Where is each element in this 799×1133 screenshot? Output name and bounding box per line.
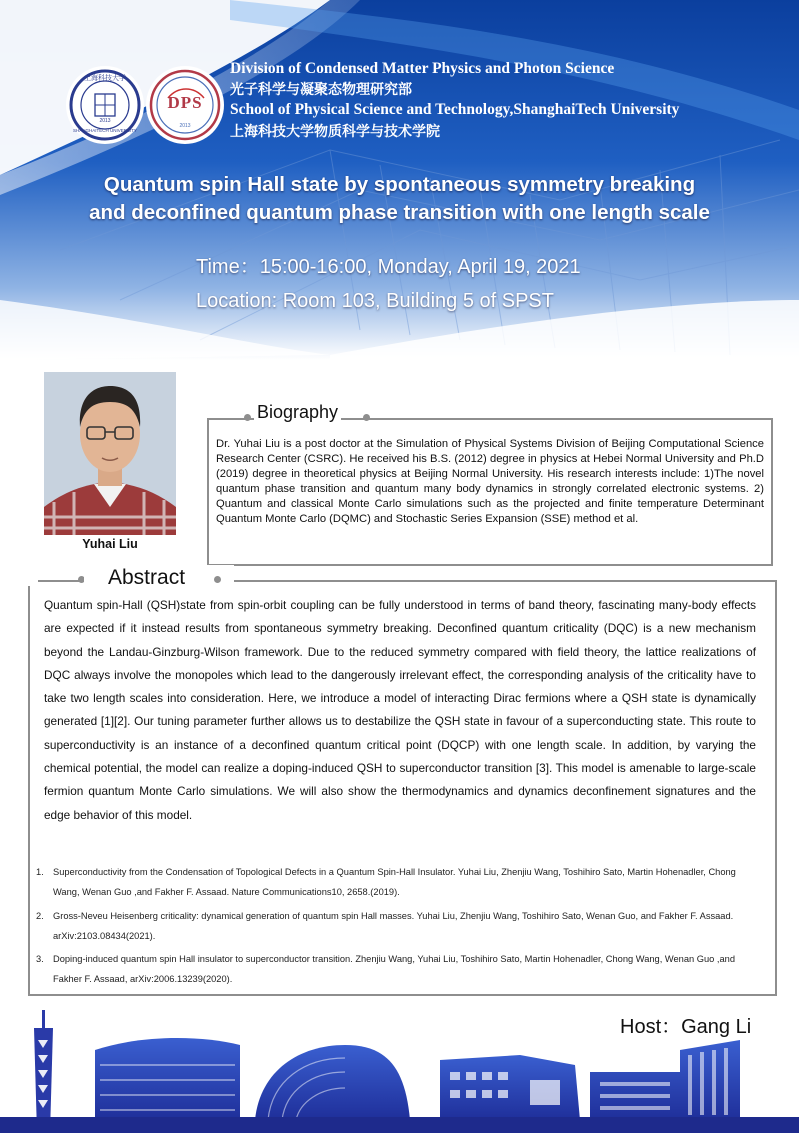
reference-list xyxy=(28,862,763,993)
school-name-en: School of Physical Science and Technology,ShanghaiTech University xyxy=(230,101,680,118)
speaker-name: Yuhai Liu xyxy=(82,537,138,551)
division-name-en: Division of Condensed Matter Physics and Photon Science xyxy=(230,60,615,77)
logo-dps-text: DPS xyxy=(167,93,203,112)
reference-text: Doping-induced quantum spin Hall insulator to superconductor transition. Zhenjiu Wang, Yuhai Liu, Toshihiro Sato, Martin Hohenadler, Chong Wang, Wenan Guo ,and Fakher F. Assaad, arXiv:2006.13239(2020). xyxy=(53,954,736,985)
abstract-heading: Abstract xyxy=(105,566,188,590)
talk-title-line1: Quantum spin Hall state by spontaneous symmetry breaking xyxy=(103,173,696,196)
header-banner xyxy=(0,0,799,360)
abstract-text: Quantum spin-Hall (QSH)state from spin-orbit coupling can be fully understood in terms of band theory, fascinating many-body effects are expected if it instead results from spontaneous symmetry breaking. Deconfined quantum criticality (DQC) is a new mechanism beyond the Landau-Ginzburg-Wilson framework. Due to the reduced symmetry compared with field theory, the lattice realizations of DQC always involve the monopoles which lead to the dangerously irrelevant effect, the corresponding analysis of the criticality have to take two length scales into consideration. Here, we introduce a model of interacting Dirac fermions where a QSH state is dynamically generated [1][2]. Our tuning parameter further allows us to destabilize the QSH state in favour of a superconducting state. This route to superconductivity is an instance of a deconfined quantum critical point (DQCP) with one length scale. In addition, by varying the chemical potential, the model can realize a doping-induced QSH to superconductor transition [3]. This model is amenable to large-scale fermion quantum Monte Carlo simulations. We will also show the thermodynamics and dynamics deconfinement signatures and the edge behavior of this model. xyxy=(44,598,756,822)
division-name-cn: 光子科学与凝聚态物理研究部 xyxy=(230,82,412,98)
biography-heading: Biography xyxy=(254,402,341,423)
reference-number: 2. xyxy=(36,910,44,921)
biography-dot-left xyxy=(244,414,251,421)
speaker-photo xyxy=(44,372,176,535)
biography-dot-right xyxy=(363,414,370,421)
biography-text: Dr. Yuhai Liu is a post doctor at the Simulation of Physical Systems Division of Beijing Computational Science Research Center (CSRC). He received his B.S. (2012) degree in physics at Hebei Normal University and Ph.D (2019) degree in theoretical physics at Beijing Normal University. His research interests include: 1)The novel quantum phase transition and quantum many body dynamics in strongly correlated electronic systems. 2) Quantum and classical Monte Carlo simulations such as the projected and finite temperature Determinant Quantum Monte Carlo (DQMC) and Stochastic Series Expansion (SSE) method et al. xyxy=(216,438,764,526)
reference-item xyxy=(28,862,763,903)
logo-university-year: 2013 xyxy=(99,118,111,124)
talk-time: Time：15:00-16:00, Monday, April 19, 2021 xyxy=(196,256,581,278)
host-name: Host：Gang Li xyxy=(620,1016,752,1038)
reference-number: 1. xyxy=(36,867,44,877)
talk-title-line2: and deconfined quantum phase transition with one length scale xyxy=(89,201,710,224)
speaker-portrait-icon xyxy=(44,372,176,535)
school-name-cn: 上海科技大学物质科学与技术学院 xyxy=(230,124,440,140)
reference-text: Superconductivity from the Condensation of Topological Defects in a Quantum Spin-Hall Insulator. Yuhai Liu, Zhenjiu Wang, Toshihiro Sato, Martin Hohenadler, Chong Wang, Wenan Guo ,and Fakher F. Assaad. Nature Communications10, 2658.(2019). xyxy=(53,867,736,898)
logo-university-ring-text: SHANGHAITECH UNIVERSITY xyxy=(72,128,137,133)
biography-frame-left xyxy=(207,418,209,566)
abstract-dot-right xyxy=(214,576,221,583)
reference-item xyxy=(28,949,763,990)
reference-number: 3. xyxy=(36,954,44,965)
biography-frame-bottom xyxy=(207,564,773,566)
abstract-frame-gap xyxy=(22,574,38,586)
logo-university-text: 上海科技大学 xyxy=(84,74,126,82)
talk-location: Location: Room 103, Building 5 of SPST xyxy=(196,290,554,312)
logo-dps-year: 2013 xyxy=(179,123,191,129)
shanghaitech-logo xyxy=(68,68,142,142)
reference-item xyxy=(28,906,763,947)
reference-text: Gross-Neveu Heisenberg criticality: dynamical generation of quantum spin Hall masses. Yuhai Liu, Zhenjiu Wang, Toshihiro Sato, Wenan Guo, and Fakher F. Assaad. arXiv:2103.08434(2021). xyxy=(53,910,734,941)
dps-logo xyxy=(148,68,222,142)
